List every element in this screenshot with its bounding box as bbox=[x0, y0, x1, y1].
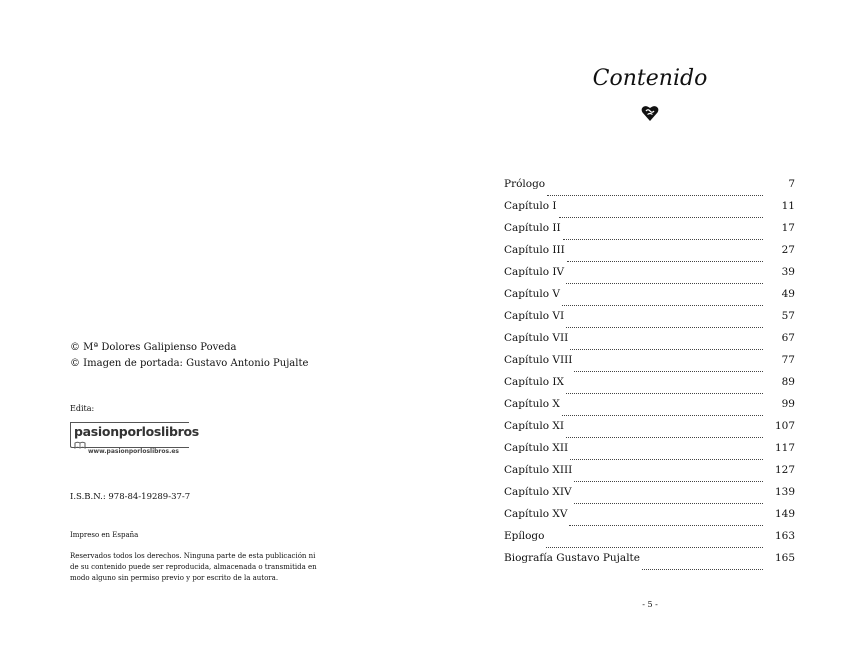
toc-leader-dots bbox=[562, 304, 763, 306]
toc-entry-label: Capítulo I bbox=[504, 200, 557, 212]
toc-entry-label: Capítulo VII bbox=[504, 332, 569, 344]
toc-leader-dots bbox=[559, 216, 763, 218]
toc-entry bbox=[504, 332, 795, 354]
printed-in: Impreso en España bbox=[70, 531, 139, 539]
page-number: - 5 - bbox=[642, 600, 658, 609]
toc-entry-page: 107 bbox=[774, 420, 795, 432]
toc-leader-dots bbox=[563, 238, 763, 240]
toc-entry-page: 89 bbox=[781, 376, 795, 388]
toc-leader-dots bbox=[546, 546, 763, 548]
toc-entry-page: 17 bbox=[781, 222, 795, 234]
heart-ornament-icon bbox=[640, 103, 660, 123]
toc-entry bbox=[504, 244, 795, 266]
toc-entry bbox=[504, 552, 795, 574]
edita-label: Edita: bbox=[70, 404, 95, 413]
toc-leader-dots bbox=[566, 326, 763, 328]
toc-entry-label: Capítulo VIII bbox=[504, 354, 573, 366]
toc-entry-label: Capítulo IV bbox=[504, 266, 565, 278]
toc-entry-page: 149 bbox=[774, 508, 795, 520]
toc-leader-dots bbox=[570, 458, 763, 460]
toc-entry bbox=[504, 354, 795, 376]
toc-entry-page: 99 bbox=[781, 398, 795, 410]
toc-leader-dots bbox=[566, 392, 763, 394]
toc-entry bbox=[504, 464, 795, 486]
rights-line: modo alguno sin permiso previo y por escrito de la autora. bbox=[70, 574, 279, 582]
table-of-contents bbox=[504, 178, 795, 574]
rights-line: de su contenido puede ser reproducida, almacenada o transmitida en bbox=[70, 563, 317, 571]
toc-entry bbox=[504, 486, 795, 508]
toc-entry-page: 57 bbox=[781, 310, 795, 322]
toc-entry bbox=[504, 288, 795, 310]
toc-entry-page: 117 bbox=[774, 442, 795, 454]
toc-entry-label: Capítulo XIII bbox=[504, 464, 573, 476]
toc-leader-dots bbox=[642, 568, 763, 570]
toc-leader-dots bbox=[547, 194, 763, 196]
toc-entry bbox=[504, 266, 795, 288]
toc-entry bbox=[504, 530, 795, 552]
toc-entry bbox=[504, 310, 795, 332]
toc-entry bbox=[504, 200, 795, 222]
page-title: Contenido bbox=[592, 66, 708, 91]
toc-entry bbox=[504, 398, 795, 420]
contents-page bbox=[433, 0, 867, 652]
copyright-block bbox=[70, 340, 308, 372]
toc-entry-label: Capítulo II bbox=[504, 222, 561, 234]
isbn: I.S.B.N.: 978-84-19289-37-7 bbox=[70, 492, 191, 502]
toc-entry-label: Capítulo XIV bbox=[504, 486, 572, 498]
toc-leader-dots bbox=[574, 480, 763, 482]
publisher-logo bbox=[70, 422, 199, 458]
copyright-author: © Mª Dolores Galipienso Poveda bbox=[70, 342, 237, 353]
publisher-url: www.pasionporloslibros.es bbox=[88, 448, 179, 455]
copyright-cover: © Imagen de portada: Gustavo Antonio Pujalte bbox=[70, 358, 309, 369]
toc-entry-page: 165 bbox=[774, 552, 795, 564]
toc-entry-label: Capítulo X bbox=[504, 398, 560, 410]
toc-entry-page: 7 bbox=[788, 178, 795, 190]
toc-leader-dots bbox=[566, 436, 763, 438]
toc-entry-page: 77 bbox=[781, 354, 795, 366]
toc-entry bbox=[504, 420, 795, 442]
toc-entry-label: Prólogo bbox=[504, 178, 546, 190]
toc-entry-page: 139 bbox=[774, 486, 795, 498]
toc-entry bbox=[504, 376, 795, 398]
toc-entry bbox=[504, 508, 795, 530]
rights-block bbox=[70, 551, 317, 584]
toc-entry bbox=[504, 178, 795, 200]
toc-entry-label: Capítulo XI bbox=[504, 420, 564, 432]
toc-entry-label: Epílogo bbox=[504, 530, 545, 542]
toc-leader-dots bbox=[574, 502, 763, 504]
toc-leader-dots bbox=[574, 370, 763, 372]
rights-line: Reservados todos los derechos. Ninguna parte de esta publicación ni bbox=[70, 552, 316, 560]
toc-entry-label: Biografía Gustavo Pujalte bbox=[504, 552, 640, 564]
copyright-page bbox=[0, 0, 433, 652]
toc-entry-page: 67 bbox=[781, 332, 795, 344]
toc-leader-dots bbox=[566, 282, 763, 284]
toc-entry-page: 39 bbox=[781, 266, 795, 278]
toc-entry bbox=[504, 222, 795, 244]
toc-entry-label: Capítulo IX bbox=[504, 376, 564, 388]
toc-leader-dots bbox=[567, 260, 763, 262]
toc-entry-page: 127 bbox=[774, 464, 795, 476]
toc-entry-label: Capítulo VI bbox=[504, 310, 565, 322]
toc-entry-label: Capítulo XV bbox=[504, 508, 568, 520]
toc-entry-label: Capítulo XII bbox=[504, 442, 569, 454]
logo-text: pasionporloslibros bbox=[74, 424, 199, 439]
toc-entry-page: 163 bbox=[774, 530, 795, 542]
toc-entry-label: Capítulo V bbox=[504, 288, 560, 300]
toc-entry-page: 27 bbox=[781, 244, 795, 256]
toc-entry-page: 11 bbox=[781, 200, 795, 212]
toc-leader-dots bbox=[562, 414, 763, 416]
toc-entry bbox=[504, 442, 795, 464]
book-icon bbox=[74, 441, 86, 449]
toc-leader-dots bbox=[569, 524, 763, 526]
toc-entry-page: 49 bbox=[781, 288, 795, 300]
toc-entry-label: Capítulo III bbox=[504, 244, 565, 256]
toc-leader-dots bbox=[570, 348, 763, 350]
